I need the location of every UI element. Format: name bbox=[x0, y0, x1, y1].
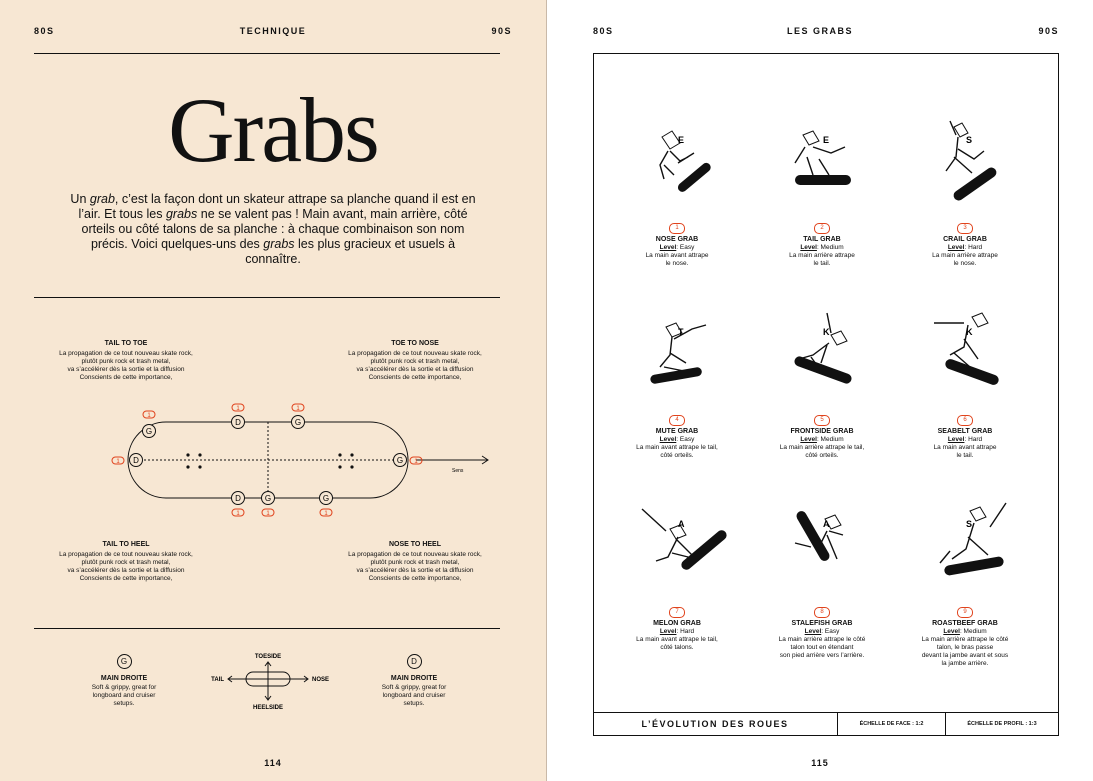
svg-text:E: E bbox=[823, 135, 830, 145]
grab-description: La main avant attrape le tail, côté orteils. bbox=[636, 444, 718, 459]
badge-6 bbox=[232, 509, 244, 517]
compass-left: TAIL bbox=[211, 677, 224, 683]
grab-level: Level: Easy bbox=[659, 244, 695, 251]
hand-right-block: D MAIN DROITE Soft & grippy, great for longboard and cruiser setups. bbox=[364, 654, 464, 708]
hand-left-block: G MAIN DROITE Soft & grippy, great for longboard and cruiser setups. bbox=[74, 654, 174, 708]
svg-text:D: D bbox=[235, 494, 241, 503]
badge-5 bbox=[410, 457, 422, 465]
badge-1 bbox=[143, 411, 155, 419]
svg-text:D: D bbox=[235, 418, 241, 427]
svg-text:1: 1 bbox=[236, 511, 240, 517]
grab-name: MELON GRAB bbox=[653, 620, 701, 627]
grab-number: 8 bbox=[814, 607, 830, 618]
skater-illustration bbox=[767, 482, 877, 600]
compass-right: NOSE bbox=[312, 677, 330, 683]
grab-card-3 bbox=[890, 98, 1040, 268]
transition-tail-to-toe: TAIL TO TOE La propagation de ce tout nouveau skate rock, plutôt punk rock et trash metal, va s’accélérer dès la sortie et la diffusion Conscients de cette importance, bbox=[59, 340, 193, 381]
grab-name: CRAIL GRAB bbox=[943, 236, 987, 243]
skater-illustration bbox=[910, 482, 1020, 600]
grab-number: 4 bbox=[669, 415, 685, 426]
page-number-left: 114 bbox=[264, 758, 282, 768]
svg-text:G: G bbox=[396, 456, 404, 465]
grab-card-5 bbox=[747, 290, 897, 460]
transition-toe-to-nose: TOE TO NOSE La propagation de ce tout nouveau skate rock, plutôt punk rock et trash metal, va s’accélérer dès la sortie et la diffusion Conscients de cette importance, bbox=[348, 340, 482, 381]
footer-scale-face: ÉCHELLE DE FACE : 1:2 bbox=[859, 721, 924, 727]
grab-number: 2 bbox=[814, 223, 830, 234]
transition-tail-to-heel: TAIL TO HEEL La propagation de ce tout nouveau skate rock, plutôt punk rock et trash metal, va s’accélérer dès la sortie et la diffusion Conscients de cette importance, bbox=[59, 541, 193, 582]
grab-level: Level: Hard bbox=[947, 244, 983, 251]
grab-description: La main avant attrape le nose. bbox=[645, 252, 709, 267]
grab-name: FRONTSIDE GRAB bbox=[790, 428, 854, 435]
sens-label: Sens bbox=[452, 468, 464, 474]
skater-illustration bbox=[622, 98, 732, 216]
grab-card-6 bbox=[890, 290, 1040, 460]
skater-illustration bbox=[910, 98, 1020, 216]
grab-name: SEABELT GRAB bbox=[937, 428, 993, 435]
grab-name: ROASTBEEF GRAB bbox=[932, 620, 998, 627]
svg-text:K: K bbox=[823, 327, 830, 337]
board-diagram bbox=[100, 398, 500, 523]
badge-2 bbox=[112, 457, 124, 465]
svg-text:T: T bbox=[678, 327, 684, 337]
grab-card-9 bbox=[890, 482, 1040, 668]
skater-illustration bbox=[767, 290, 877, 408]
svg-text:1: 1 bbox=[296, 406, 300, 412]
skater-illustration bbox=[622, 290, 732, 408]
grab-card-4 bbox=[602, 290, 752, 460]
grab-description: La main arrière attrape le tail, côté orteils. bbox=[779, 444, 865, 459]
svg-text:E: E bbox=[678, 135, 685, 145]
grab-number: 1 bbox=[669, 223, 685, 234]
transition-nose-to-heel: NOSE TO HEEL La propagation de ce tout nouveau skate rock, plutôt punk rock et trash metal, va s’accélérer dès la sortie et la diffusion Conscients de cette importance, bbox=[348, 541, 482, 582]
svg-text:S: S bbox=[966, 135, 973, 145]
svg-text:1: 1 bbox=[266, 511, 270, 517]
grab-description: La main arrière attrape le côté talon tout en étendant son pied arrière vers l’arrière. bbox=[778, 636, 866, 659]
grab-card-7 bbox=[602, 482, 752, 652]
header-right: 90S bbox=[491, 26, 512, 36]
svg-text:A: A bbox=[823, 519, 830, 529]
skater-illustration bbox=[622, 482, 732, 600]
grab-description: La main arrière attrape le nose. bbox=[932, 252, 998, 267]
svg-text:1: 1 bbox=[236, 406, 240, 412]
header-right: 90S bbox=[1038, 26, 1059, 36]
marker-d-tail bbox=[130, 454, 143, 467]
grab-level: Level: Hard bbox=[659, 628, 695, 635]
svg-text:G: G bbox=[322, 494, 330, 503]
badge-3 bbox=[232, 404, 244, 412]
footer-title: L’ÉVOLUTION DES ROUES bbox=[641, 719, 789, 729]
grab-description: La main avant attrape le tail. bbox=[933, 444, 997, 459]
grab-number: 7 bbox=[669, 607, 685, 618]
page-title: Grabs bbox=[168, 79, 378, 181]
grab-name: MUTE GRAB bbox=[655, 428, 699, 435]
grab-level: Level: Easy bbox=[659, 436, 695, 443]
grab-card-1 bbox=[602, 98, 752, 268]
grab-card-2 bbox=[747, 98, 897, 268]
marker-g-nose bbox=[394, 454, 407, 467]
compass-bottom: HEELSIDE bbox=[252, 705, 284, 711]
grab-card-8 bbox=[747, 482, 897, 660]
section-rule-2 bbox=[34, 628, 500, 629]
marker-g-top bbox=[292, 416, 305, 429]
grab-level: Level: Medium bbox=[800, 244, 844, 251]
right-page bbox=[547, 0, 1093, 781]
grab-name: STALEFISH GRAB bbox=[791, 620, 853, 627]
compass-top: TOESIDE bbox=[254, 654, 282, 660]
grab-number: 9 bbox=[957, 607, 973, 618]
svg-text:1: 1 bbox=[147, 413, 151, 419]
grab-level: Level: Medium bbox=[800, 436, 844, 443]
marker-g-bottom-right bbox=[320, 492, 333, 505]
frame-footer bbox=[593, 712, 1059, 736]
grab-level: Level: Medium bbox=[943, 628, 987, 635]
grab-description: La main avant attrape le tail, côté talons. bbox=[636, 636, 718, 651]
badge-8 bbox=[320, 509, 332, 517]
svg-text:A: A bbox=[678, 519, 685, 529]
header-left: 80S bbox=[34, 26, 55, 36]
svg-text:1: 1 bbox=[116, 459, 120, 465]
header-center: TECHNIQUE bbox=[239, 26, 307, 36]
badge-4 bbox=[292, 404, 304, 412]
grab-description: La main arrière attrape le tail. bbox=[789, 252, 855, 267]
skater-illustration bbox=[767, 98, 877, 216]
marker-d-top bbox=[232, 416, 245, 429]
grab-name: NOSE GRAB bbox=[655, 236, 699, 243]
svg-text:K: K bbox=[966, 327, 973, 337]
grab-level: Level: Hard bbox=[947, 436, 983, 443]
marker-g-tail bbox=[143, 425, 156, 438]
orientation-compass bbox=[200, 650, 340, 712]
skater-illustration bbox=[910, 290, 1020, 408]
grab-description: La main arrière attrape le côté talon, le bras passe devant la jambe avant et sous la jambe arrière. bbox=[921, 636, 1009, 667]
grab-level: Level: Easy bbox=[804, 628, 840, 635]
intro-paragraph: Un grab, c’est la façon dont un skateur attrape sa planche quand il est en l’air. Et tous les grabs ne se valent pas ! Main avant, main arrière, côté orteils ou côté talons de sa planche : à chaque combinaison son nom précis. Voici quelques-uns des grabs les plus gracieux et usuels à connaître. bbox=[70, 192, 476, 266]
grab-number: 5 bbox=[814, 415, 830, 426]
section-rule bbox=[34, 297, 500, 298]
grab-number: 3 bbox=[957, 223, 973, 234]
grab-name: TAIL GRAB bbox=[803, 236, 841, 243]
left-page bbox=[0, 0, 546, 781]
grab-number: 6 bbox=[957, 415, 973, 426]
marker-d-bottom bbox=[232, 492, 245, 505]
svg-text:G: G bbox=[294, 418, 302, 427]
header-center: LES GRABS bbox=[786, 26, 853, 36]
header-rule bbox=[34, 53, 500, 54]
svg-text:G: G bbox=[264, 494, 272, 503]
marker-g-bottom bbox=[262, 492, 275, 505]
svg-text:G: G bbox=[145, 427, 153, 436]
svg-text:1: 1 bbox=[324, 511, 328, 517]
badge-7 bbox=[262, 509, 274, 517]
page-number-right: 115 bbox=[811, 758, 829, 768]
footer-scale-profile: ÉCHELLE DE PROFIL : 1:3 bbox=[967, 721, 1037, 727]
header-left: 80S bbox=[593, 26, 614, 36]
svg-text:S: S bbox=[966, 519, 973, 529]
svg-text:1: 1 bbox=[414, 459, 418, 465]
svg-text:D: D bbox=[133, 456, 139, 465]
